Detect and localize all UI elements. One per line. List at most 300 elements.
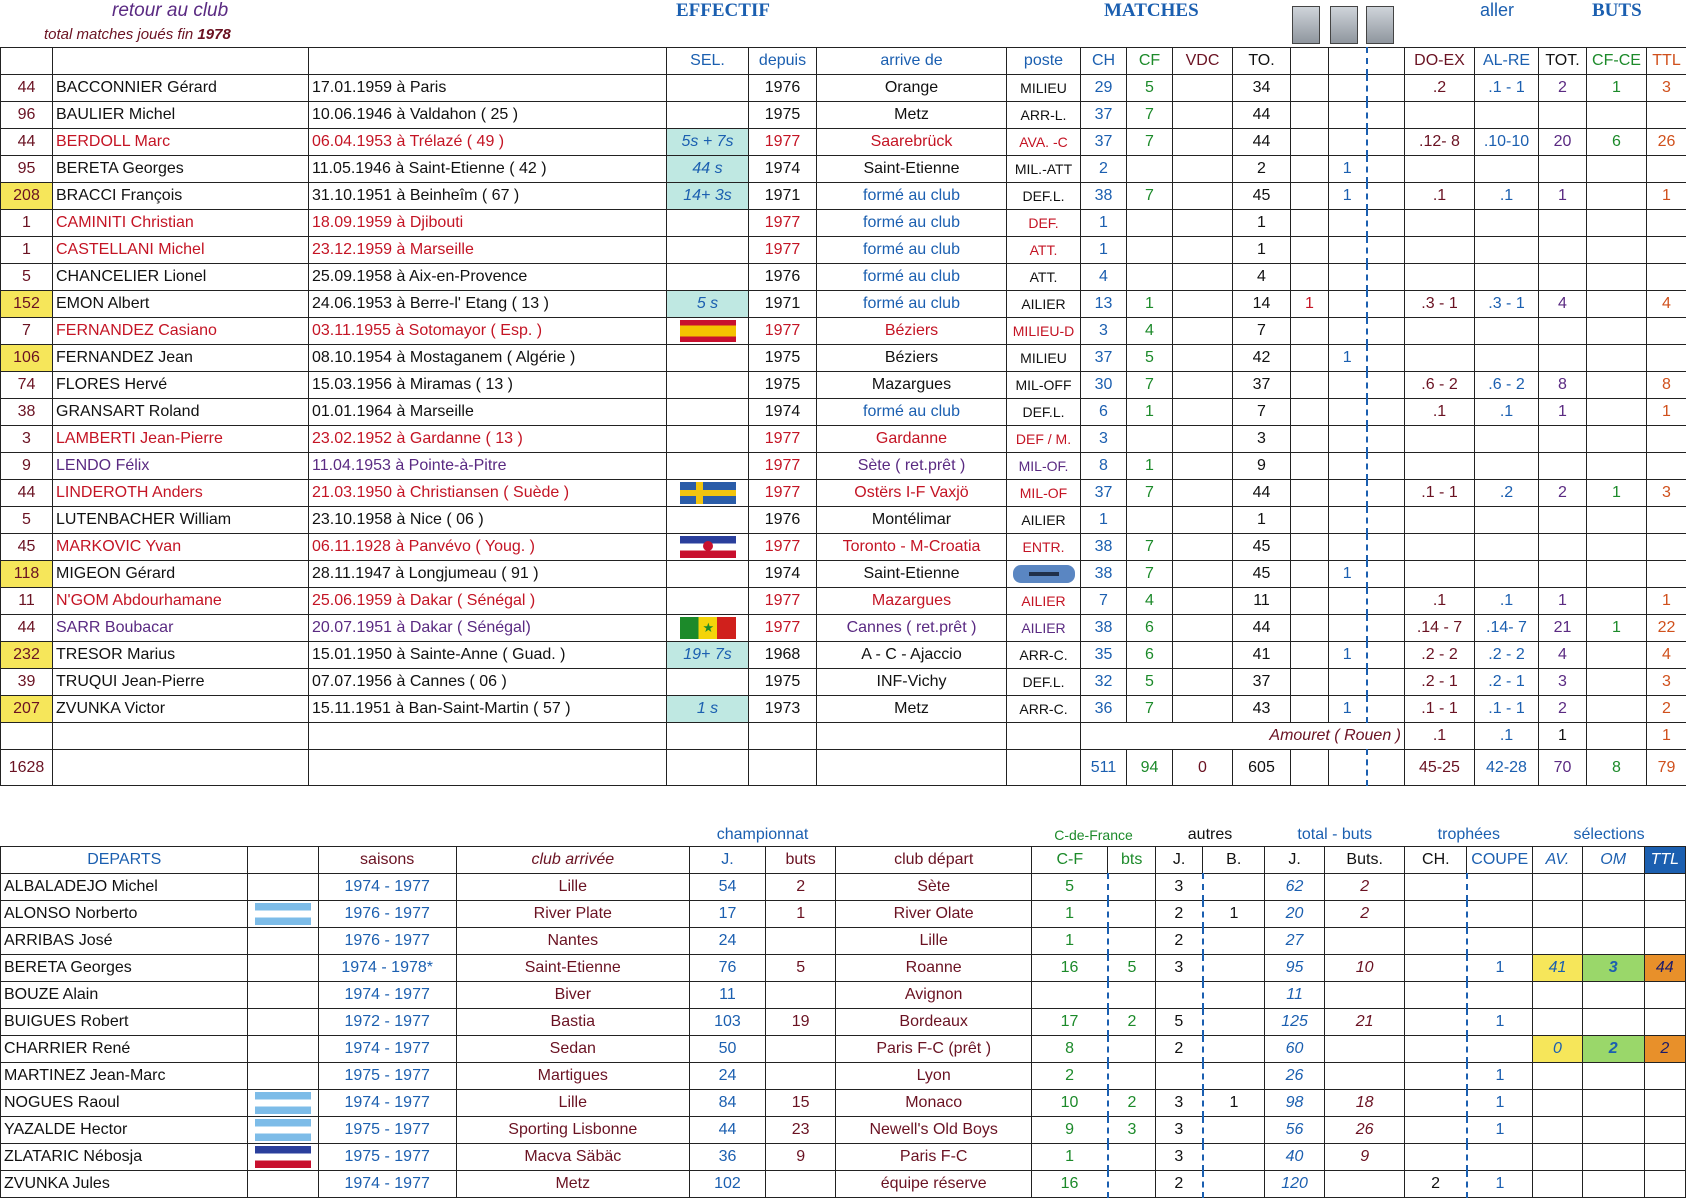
depart-total-j: 98: [1265, 1090, 1325, 1117]
totals-t3: [1367, 750, 1405, 786]
player-row[interactable]: [1, 480, 1686, 507]
player-ttl: 2: [1647, 696, 1686, 723]
depart-club-depart: Newell's Old Boys: [836, 1117, 1032, 1144]
player-vdc: [1173, 291, 1233, 318]
player-doex: [1405, 156, 1475, 183]
depart-flag: [248, 982, 318, 1009]
depart-saisons: 1976 - 1977: [318, 928, 456, 955]
heading-buts: BUTS: [1592, 0, 1642, 22]
player-sel: [667, 507, 749, 534]
player-name: SARR Boubacar: [53, 615, 309, 642]
extra-blank: [1, 723, 53, 750]
player-arrive-de: Béziers: [817, 345, 1007, 372]
player-row[interactable]: [1, 318, 1686, 345]
depart-club-depart: River Olate: [836, 901, 1032, 928]
depart-buts: [766, 928, 836, 955]
depart-club-arrivee: Sporting Lisbonne: [456, 1117, 689, 1144]
player-ttl: 1: [1647, 183, 1686, 210]
player-poste: AVA. -C: [1007, 129, 1081, 156]
depart-name: ZLATARIC Nébosja: [1, 1144, 248, 1171]
player-alre: .2 - 1: [1475, 669, 1539, 696]
player-to: 9: [1233, 453, 1291, 480]
depart-saisons: 1975 - 1977: [318, 1144, 456, 1171]
player-to: 14: [1233, 291, 1291, 318]
depart-total-buts: 2: [1324, 901, 1404, 928]
player-ch: 3: [1081, 318, 1127, 345]
player-poste: MILIEU: [1007, 75, 1081, 102]
depart-flag: [248, 1171, 318, 1198]
player-alre: [1475, 561, 1539, 588]
depart-buts: 1: [766, 901, 836, 928]
player-cf: 7: [1127, 183, 1173, 210]
player-depuis: 1974: [749, 561, 817, 588]
depart-sel-ttl: [1644, 1090, 1685, 1117]
grp-autres: autres: [1155, 824, 1264, 847]
player-name: MARKOVIC Yvan: [53, 534, 309, 561]
depart-club-depart: Avignon: [836, 982, 1032, 1009]
depart-autres-j: 2: [1155, 1036, 1202, 1063]
player-row[interactable]: [1, 210, 1686, 237]
player-cf: [1127, 507, 1173, 534]
player-row[interactable]: [1, 642, 1686, 669]
player-to: 45: [1233, 183, 1291, 210]
player-row[interactable]: [1, 669, 1686, 696]
player-arrive-de: formé au club: [817, 264, 1007, 291]
player-depuis: 1977: [749, 615, 817, 642]
extra-blank: [749, 723, 817, 750]
player-ttl: [1647, 264, 1686, 291]
depart-trophee-ch: [1405, 1144, 1467, 1171]
totals-blank: [1007, 750, 1081, 786]
col-trophy-3: [1367, 48, 1405, 75]
player-arrive-de: formé au club: [817, 291, 1007, 318]
player-total: 1: [1, 210, 53, 237]
player-vdc: [1173, 615, 1233, 642]
depart-j: 24: [689, 928, 765, 955]
player-row[interactable]: [1, 264, 1686, 291]
player-cf: 1: [1127, 453, 1173, 480]
player-row[interactable]: [1, 291, 1686, 318]
depart-club-arrivee: Lille: [456, 1090, 689, 1117]
player-row[interactable]: [1, 507, 1686, 534]
depart-club-depart: équipe réserve: [836, 1171, 1032, 1198]
depart-club-arrivee: Biver: [456, 982, 689, 1009]
depart-row[interactable]: [1, 1036, 1686, 1063]
player-to: 1: [1233, 210, 1291, 237]
player-tot: 1: [1539, 588, 1587, 615]
player-doex: .1: [1405, 399, 1475, 426]
depart-sel-av: 0: [1533, 1036, 1582, 1063]
player-cf: [1127, 264, 1173, 291]
player-alre: .10-10: [1475, 129, 1539, 156]
depart-saisons: 1974 - 1978*: [318, 955, 456, 982]
player-doex: [1405, 561, 1475, 588]
player-trophy-3: [1367, 237, 1405, 264]
player-alre: .6 - 2: [1475, 372, 1539, 399]
player-trophy-3: [1367, 480, 1405, 507]
player-depuis: 1976: [749, 507, 817, 534]
extra-doex: .1: [1405, 723, 1475, 750]
player-birth: 10.06.1946 à Valdahon ( 25 ): [309, 102, 667, 129]
player-arrive-de: formé au club: [817, 183, 1007, 210]
player-row[interactable]: [1, 183, 1686, 210]
player-tot: [1539, 237, 1587, 264]
depart-trophee-coupe: 1: [1467, 955, 1533, 982]
player-doex: .1: [1405, 588, 1475, 615]
player-ttl: [1647, 210, 1686, 237]
player-poste: ARR-C.: [1007, 642, 1081, 669]
player-tot: 4: [1539, 291, 1587, 318]
depart-total-buts: 21: [1324, 1009, 1404, 1036]
col-ch: CH: [1081, 48, 1127, 75]
flag-icon: [255, 903, 311, 925]
depart-autres-j: 3: [1155, 955, 1202, 982]
depart-trophee-coupe: [1467, 901, 1533, 928]
player-row[interactable]: [1, 534, 1686, 561]
depart-bts: 5: [1108, 955, 1155, 982]
extra-row: [1, 723, 1686, 750]
player-cfce: [1587, 318, 1647, 345]
totals-blank: [749, 750, 817, 786]
player-total: 208: [1, 183, 53, 210]
depart-flag: [248, 1063, 318, 1090]
player-tot: [1539, 210, 1587, 237]
depart-total-j: 20: [1265, 901, 1325, 928]
player-vdc: [1173, 129, 1233, 156]
player-trophy-1: [1291, 345, 1329, 372]
player-name: FLORES Hervé: [53, 372, 309, 399]
player-doex: .2 - 1: [1405, 669, 1475, 696]
depart-buts: [766, 1171, 836, 1198]
flag-icon: [680, 482, 736, 504]
player-vdc: [1173, 264, 1233, 291]
player-tot: 2: [1539, 75, 1587, 102]
flag-icon: [680, 320, 736, 342]
player-depuis: 1968: [749, 642, 817, 669]
player-doex: .12- 8: [1405, 129, 1475, 156]
player-row[interactable]: [1, 426, 1686, 453]
player-cf: 6: [1127, 615, 1173, 642]
col-ttl: TTL: [1647, 48, 1686, 75]
depart-bts: 2: [1108, 1090, 1155, 1117]
grp-blank-1: [1, 824, 248, 847]
col-tot: TOT.: [1539, 48, 1587, 75]
depart-total-buts: [1324, 982, 1404, 1009]
player-row[interactable]: [1, 129, 1686, 156]
depart-j: 76: [689, 955, 765, 982]
col-cfce: CF-CE: [1587, 48, 1647, 75]
player-trophy-2: 1: [1329, 561, 1367, 588]
depart-flag: [248, 928, 318, 955]
player-cfce: [1587, 210, 1647, 237]
player-arrive-de: Saint-Etienne: [817, 561, 1007, 588]
player-vdc: [1173, 210, 1233, 237]
depart-autres-b: [1203, 955, 1265, 982]
player-name: TRUQUI Jean-Pierre: [53, 669, 309, 696]
player-trophy-2: [1329, 129, 1367, 156]
player-trophy-1: [1291, 534, 1329, 561]
player-name: ZVUNKA Victor: [53, 696, 309, 723]
player-cfce: 1: [1587, 480, 1647, 507]
depart-sel-av: [1533, 1117, 1582, 1144]
depart-row[interactable]: [1, 1117, 1686, 1144]
player-cfce: [1587, 372, 1647, 399]
player-row[interactable]: [1, 561, 1686, 588]
player-ttl: 3: [1647, 75, 1686, 102]
depart-cf: 9: [1032, 1117, 1108, 1144]
player-arrive-de: Saarebrück: [817, 129, 1007, 156]
player-arrive-de: Toronto - M-Croatia: [817, 534, 1007, 561]
depart-flag: [248, 874, 318, 901]
player-tot: 4: [1539, 642, 1587, 669]
player-sel: [667, 372, 749, 399]
player-birth: 23.02.1952 à Gardanne ( 13 ): [309, 426, 667, 453]
player-row[interactable]: [1, 372, 1686, 399]
depart-autres-j: 5: [1155, 1009, 1202, 1036]
player-to: 3: [1233, 426, 1291, 453]
player-birth: 08.10.1954 à Mostaganem ( Algérie ): [309, 345, 667, 372]
player-row[interactable]: [1, 615, 1686, 642]
player-doex: [1405, 534, 1475, 561]
player-cfce: 1: [1587, 615, 1647, 642]
player-vdc: [1173, 507, 1233, 534]
player-row[interactable]: [1, 237, 1686, 264]
depart-bts: 3: [1108, 1117, 1155, 1144]
player-arrive-de: formé au club: [817, 399, 1007, 426]
player-depuis: 1975: [749, 669, 817, 696]
player-ttl: [1647, 318, 1686, 345]
depart-cf: 8: [1032, 1036, 1108, 1063]
player-birth: 20.07.1951 à Dakar ( Sénégal): [309, 615, 667, 642]
player-trophy-2: [1329, 669, 1367, 696]
player-depuis: 1971: [749, 183, 817, 210]
player-total: 5: [1, 507, 53, 534]
player-depuis: 1977: [749, 588, 817, 615]
player-doex: .14 - 7: [1405, 615, 1475, 642]
player-alre: .1: [1475, 399, 1539, 426]
depart-sel-ttl: [1644, 1009, 1685, 1036]
player-name: LAMBERTI Jean-Pierre: [53, 426, 309, 453]
totals-to: 605: [1233, 750, 1291, 786]
grp-blank-2: [248, 824, 318, 847]
player-trophy-1: [1291, 264, 1329, 291]
depart-sel-ttl: [1644, 928, 1685, 955]
depart-trophee-ch: [1405, 901, 1467, 928]
depart-club-depart: Monaco: [836, 1090, 1032, 1117]
col-bts: bts: [1108, 847, 1155, 874]
player-sel: [667, 264, 749, 291]
player-trophy-2: [1329, 264, 1367, 291]
player-trophy-2: [1329, 615, 1367, 642]
player-to: 44: [1233, 129, 1291, 156]
depart-sel-av: 41: [1533, 955, 1582, 982]
player-doex: [1405, 237, 1475, 264]
player-trophy-1: [1291, 588, 1329, 615]
departs-group-header: [1, 824, 1686, 847]
player-row[interactable]: [1, 399, 1686, 426]
player-trophy-1: [1291, 129, 1329, 156]
player-alre: .14- 7: [1475, 615, 1539, 642]
player-arrive-de: Béziers: [817, 318, 1007, 345]
depart-row[interactable]: [1, 928, 1686, 955]
totals-ch: 511: [1081, 750, 1127, 786]
player-to: 44: [1233, 615, 1291, 642]
depart-sel-om: [1582, 874, 1644, 901]
player-to: 45: [1233, 534, 1291, 561]
depart-row[interactable]: [1, 1171, 1686, 1198]
player-cf: 1: [1127, 291, 1173, 318]
depart-club-arrivee: Bastia: [456, 1009, 689, 1036]
player-alre: [1475, 237, 1539, 264]
depart-trophee-ch: [1405, 1063, 1467, 1090]
depart-trophee-ch: [1405, 928, 1467, 955]
player-sel: [667, 453, 749, 480]
player-trophy-1: [1291, 507, 1329, 534]
depart-saisons: 1974 - 1977: [318, 1090, 456, 1117]
depart-row[interactable]: [1, 955, 1686, 982]
depart-autres-b: [1203, 928, 1265, 955]
depart-j: 24: [689, 1063, 765, 1090]
flag-icon: [255, 1092, 311, 1114]
player-ch: 30: [1081, 372, 1127, 399]
depart-trophee-coupe: [1467, 928, 1533, 955]
player-row[interactable]: [1, 102, 1686, 129]
depart-cf: 2: [1032, 1063, 1108, 1090]
grp-total-buts: total - buts: [1265, 824, 1405, 847]
depart-total-buts: 9: [1324, 1144, 1404, 1171]
depart-total-j: 60: [1265, 1036, 1325, 1063]
player-row[interactable]: [1, 453, 1686, 480]
player-to: 37: [1233, 669, 1291, 696]
depart-row[interactable]: [1, 1063, 1686, 1090]
player-poste: MIL-OF.: [1007, 453, 1081, 480]
player-ch: 38: [1081, 183, 1127, 210]
depart-j: 50: [689, 1036, 765, 1063]
totals-cfce: 8: [1587, 750, 1647, 786]
player-sel-flag: [667, 480, 749, 507]
player-row[interactable]: [1, 345, 1686, 372]
player-name: EMON Albert: [53, 291, 309, 318]
depart-sel-av: [1533, 1063, 1582, 1090]
depart-total-j: 40: [1265, 1144, 1325, 1171]
depart-sel-av: [1533, 901, 1582, 928]
col-sel-av: AV.: [1533, 847, 1582, 874]
depart-row[interactable]: [1, 901, 1686, 928]
depart-row[interactable]: [1, 1090, 1686, 1117]
player-trophy-3: [1367, 264, 1405, 291]
depart-total-j: 95: [1265, 955, 1325, 982]
player-sel: [667, 561, 749, 588]
player-depuis: 1977: [749, 534, 817, 561]
player-row[interactable]: [1, 588, 1686, 615]
player-row[interactable]: [1, 75, 1686, 102]
player-to: 45: [1233, 561, 1291, 588]
player-ch: 7: [1081, 588, 1127, 615]
player-total: 152: [1, 291, 53, 318]
player-poste: AILIER: [1007, 615, 1081, 642]
player-alre: [1475, 210, 1539, 237]
player-ch: 36: [1081, 696, 1127, 723]
depart-cf: 1: [1032, 928, 1108, 955]
player-arrive-de: Orange: [817, 75, 1007, 102]
player-trophy-2: [1329, 426, 1367, 453]
depart-trophee-ch: [1405, 1117, 1467, 1144]
player-trophy-2: [1329, 507, 1367, 534]
player-depuis: 1977: [749, 426, 817, 453]
player-to: 44: [1233, 480, 1291, 507]
player-arrive-de: formé au club: [817, 210, 1007, 237]
depart-sel-om: 3: [1582, 955, 1644, 982]
depart-club-depart: Sète: [836, 874, 1032, 901]
player-depuis: 1973: [749, 696, 817, 723]
totals-blank: [667, 750, 749, 786]
player-arrive-de: Saint-Etienne: [817, 156, 1007, 183]
player-trophy-1: [1291, 102, 1329, 129]
player-trophy-3: [1367, 75, 1405, 102]
depart-sel-om: 2: [1582, 1036, 1644, 1063]
player-vdc: [1173, 642, 1233, 669]
depart-total-buts: [1324, 1036, 1404, 1063]
player-row[interactable]: [1, 156, 1686, 183]
depart-autres-b: [1203, 874, 1265, 901]
extra-blank: [667, 723, 749, 750]
player-total: 9: [1, 453, 53, 480]
player-vdc: [1173, 453, 1233, 480]
depart-bts: [1108, 928, 1155, 955]
col-autres-b: B.: [1203, 847, 1265, 874]
player-birth: 17.01.1959 à Paris: [309, 75, 667, 102]
depart-name: ALBALADEJO Michel: [1, 874, 248, 901]
player-ch: 3: [1081, 426, 1127, 453]
depart-row[interactable]: [1, 1009, 1686, 1036]
player-tot: 1: [1539, 399, 1587, 426]
depart-club-arrivee: River Plate: [456, 901, 689, 928]
depart-sel-ttl: 44: [1644, 955, 1685, 982]
depart-row[interactable]: [1, 1144, 1686, 1171]
depart-j: 17: [689, 901, 765, 928]
player-arrive-de: Sète ( ret.prêt ): [817, 453, 1007, 480]
col-trophy-1: [1291, 48, 1329, 75]
player-row[interactable]: [1, 696, 1686, 723]
depart-buts: 23: [766, 1117, 836, 1144]
flag-icon: [255, 1146, 311, 1168]
col-total-j: J.: [1265, 847, 1325, 874]
depart-bts: [1108, 982, 1155, 1009]
totals-vdc: 0: [1173, 750, 1233, 786]
depart-bts: 2: [1108, 1009, 1155, 1036]
player-poste: MIL.-ATT: [1007, 156, 1081, 183]
totals-doex: 45-25: [1405, 750, 1475, 786]
depart-j: 54: [689, 874, 765, 901]
player-trophy-1: [1291, 372, 1329, 399]
player-trophy-1: [1291, 669, 1329, 696]
depart-trophee-coupe: [1467, 874, 1533, 901]
depart-total-j: 27: [1265, 928, 1325, 955]
player-alre: [1475, 507, 1539, 534]
player-trophy-3: [1367, 561, 1405, 588]
player-arrive-de: Cannes ( ret.prêt ): [817, 615, 1007, 642]
player-depuis: 1977: [749, 480, 817, 507]
player-birth: 25.06.1959 à Dakar ( Sénégal ): [309, 588, 667, 615]
player-birth: 15.11.1951 à Ban-Saint-Martin ( 57 ): [309, 696, 667, 723]
depart-total-buts: [1324, 1063, 1404, 1090]
depart-row[interactable]: [1, 982, 1686, 1009]
player-cfce: [1587, 588, 1647, 615]
depart-row[interactable]: [1, 874, 1686, 901]
player-trophy-3: [1367, 426, 1405, 453]
player-trophy-3: [1367, 372, 1405, 399]
player-depuis: 1977: [749, 237, 817, 264]
